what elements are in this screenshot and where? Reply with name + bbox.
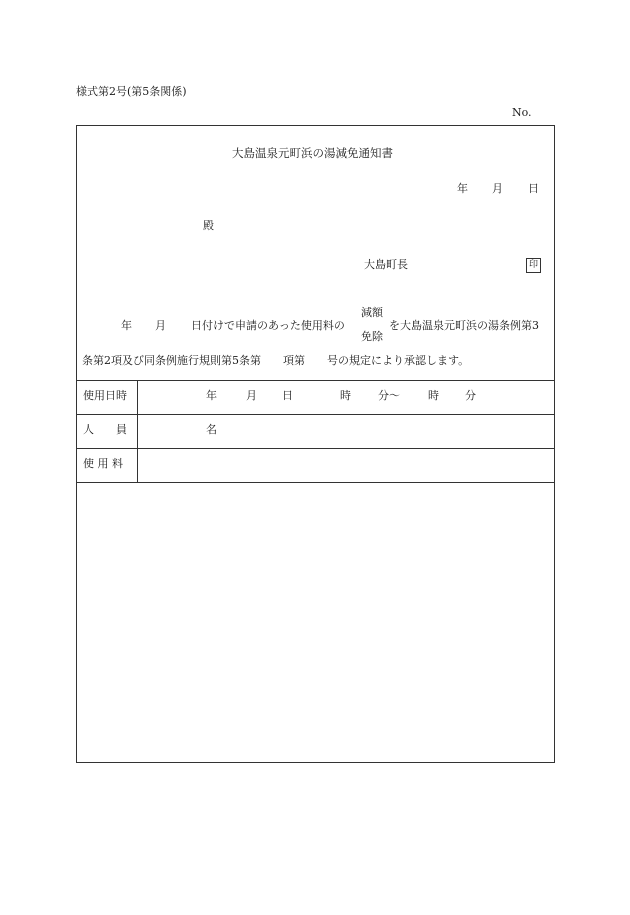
row-label-usage-datetime: 使用日時 (83, 389, 127, 402)
document-title: 大島温泉元町浜の湯減免通知書 (232, 146, 393, 160)
body-line1-tail: を大島温泉元町浜の湯条例第3 (389, 319, 539, 332)
body-year: 年 (121, 319, 132, 332)
form-style-label: 様式第2号(第5条関係) (76, 85, 187, 98)
addressee-suffix: 殿 (203, 219, 214, 232)
usage-year: 年 (206, 389, 217, 402)
seal-mark: 印 (526, 258, 541, 273)
body-line1-text: 日付けで申請のあった使用料の (191, 319, 345, 332)
table-rule-1 (77, 414, 554, 415)
table-top-rule (77, 380, 554, 381)
date-month: 月 (492, 182, 503, 195)
option-exempt: 免除 (361, 330, 383, 343)
option-reduce: 減額 (361, 306, 383, 319)
table-bottom-rule (77, 482, 554, 483)
usage-day: 日 (282, 389, 293, 402)
usage-end-minute: 分 (465, 389, 476, 402)
usage-month: 月 (246, 389, 257, 402)
row-label-fee: 使 用 料 (83, 457, 123, 470)
table-column-divider (137, 380, 138, 482)
persons-unit: 名 (206, 423, 217, 436)
usage-end-hour: 時 (428, 389, 439, 402)
row-label-persons: 人 員 (83, 423, 127, 436)
date-day: 日 (528, 182, 539, 195)
body-month: 月 (155, 319, 166, 332)
usage-start-minute: 分～ (378, 389, 400, 402)
issuer: 大島町長 (364, 258, 408, 271)
body-line2: 条第2項及び同条例施行規則第5条第 項第 号の規定により承認します。 (82, 354, 470, 367)
table-rule-2 (77, 448, 554, 449)
date-year: 年 (457, 182, 468, 195)
number-label: No. (512, 106, 532, 119)
form-frame (76, 125, 555, 763)
usage-start-hour: 時 (340, 389, 351, 402)
